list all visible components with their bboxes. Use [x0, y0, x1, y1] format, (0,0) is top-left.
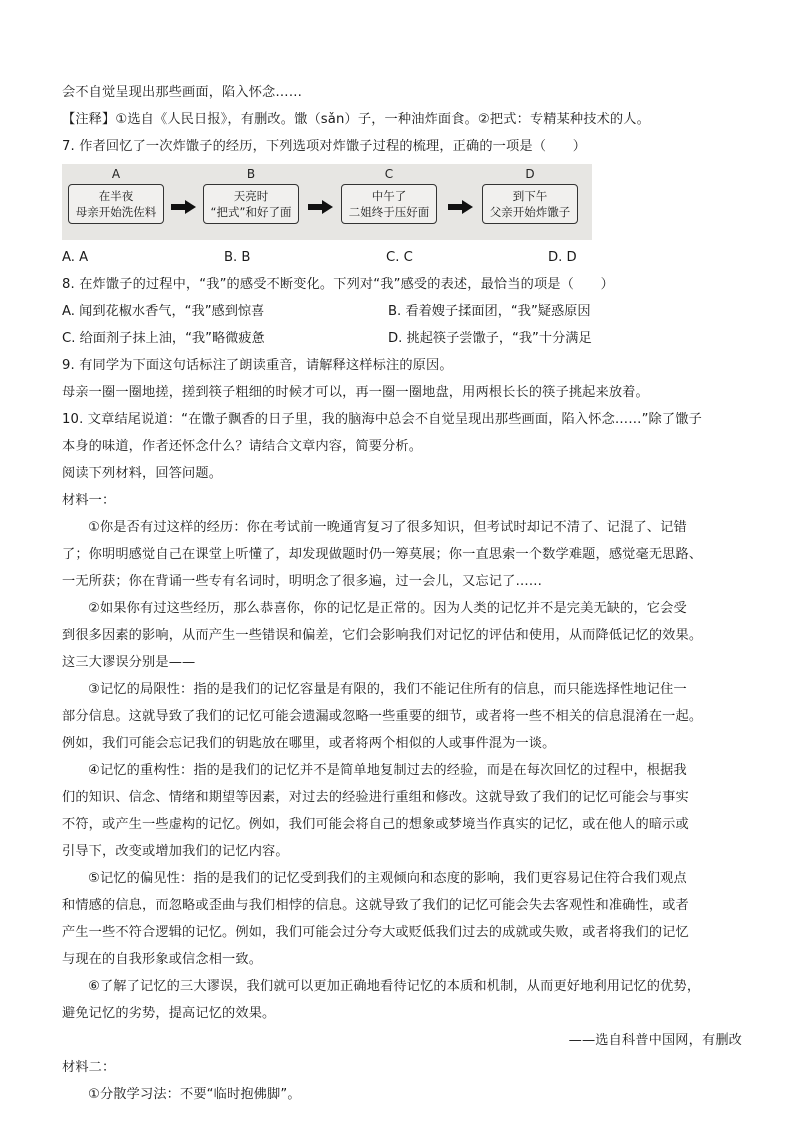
- flow-node-b: [203, 164, 299, 224]
- option-c: C. C: [386, 250, 413, 265]
- material-1-line: 这三大谬误分别是——: [62, 655, 196, 670]
- option-d: D. 挑起筷子尝馓子，“我”十分满足: [388, 331, 592, 346]
- material-1-line: 到很多因素的影响，从而产生一些错误和偏差，它们会影响我们对记忆的评估和使用，从而降低记忆的效果。: [62, 628, 703, 643]
- flow-node-line1: 到下午: [512, 189, 548, 203]
- option-a: A. 闻到花椒水香气，“我”感到惊喜: [62, 304, 265, 319]
- flow-arrow-icon: [171, 200, 197, 214]
- flow-node-letter: B: [246, 167, 256, 181]
- reading-instruction: 阅读下列材料，回答问题。: [62, 466, 223, 481]
- flow-arrow-icon: [448, 200, 474, 214]
- flow-node-line2: 父亲开始炸馓子: [489, 205, 571, 219]
- question-8-options-row-1: [62, 298, 742, 325]
- question-10-line-1: 10. 文章结尾说道：“在馓子飘香的日子里，我的脑海中总会不自觉呈现出那些画面，陷入怀念……”除了馓子: [62, 412, 702, 427]
- material-1-line: 和情感的信息，而忽略或歪曲与我们相悖的信息。这就导致了我们的记忆可能会失去客观性和准确性，或者: [62, 898, 689, 913]
- material-1-body: [62, 514, 742, 1027]
- material-1-source: ——选自科普中国网，有删改: [568, 1033, 742, 1048]
- option-a: A. A: [62, 250, 89, 265]
- flow-node-box: [203, 184, 299, 224]
- question-8-options-row-2: [62, 325, 742, 352]
- flow-node-line1: 中午了: [371, 189, 407, 203]
- material-1-heading: 材料一：: [62, 493, 116, 508]
- material-1-line: 引导下，改变或增加我们的记忆内容。: [62, 844, 289, 859]
- flow-node-line1: 天亮时: [233, 189, 269, 203]
- material-1-line: ③记忆的局限性：指的是我们的记忆容量是有限的，我们不能记住所有的信息，而只能选择性地记住一: [88, 682, 687, 697]
- question-9-quote: 母亲一圈一圈地搓，搓到筷子粗细的时候才可以，再一圈一圈地盘，用两根长长的筷子挑起来放着。: [62, 385, 649, 400]
- question-7-stem: 7. 作者回忆了一次炸馓子的经历，下列选项对炸馓子过程的梳理，正确的一项是（ ）: [62, 139, 587, 154]
- material-1-line: ②如果你有过这些经历，那么恭喜你，你的记忆是正常的。因为人类的记忆并不是完美无缺的，它会受: [88, 601, 687, 616]
- flow-node-letter: A: [111, 167, 121, 181]
- flow-node-letter: C: [384, 167, 394, 181]
- material-1-line: 们的知识、信念、情绪和期望等因素，对过去的经验进行重组和修改。这就导致了我们的记忆可能会与事实: [62, 790, 689, 805]
- question-8-stem: 8. 在炸馓子的过程中，“我”的感受不断变化。下列对“我”感受的表述，最恰当的项是（ ）: [62, 277, 614, 292]
- process-flow-diagram: [62, 164, 592, 240]
- material-1-line: 部分信息。这就导致了我们的记忆可能会遗漏或忽略一些重要的细节，或者将一些不相关的信息混淆在一起。: [62, 709, 703, 724]
- flow-arrow-icon: [308, 200, 334, 214]
- question-7-options: [62, 244, 742, 271]
- material-1-line: ④记忆的重构性：指的是我们的记忆并不是简单地复制过去的经验，而是在每次回忆的过程中，根据我: [88, 763, 687, 778]
- intro-line: 会不自觉呈现出那些画面，陷入怀念……: [62, 85, 303, 100]
- material-1-line: ⑥了解了记忆的三大谬误，我们就可以更加正确地看待记忆的本质和机制，从而更好地利用记忆的优势，: [88, 979, 701, 994]
- material-1-line: 了；你明明感觉自己在课堂上听懂了，却发现做题时仍一筹莫展；你一直思索一个数学难题，感觉毫无思路、: [62, 547, 703, 562]
- option-c: C. 给面剂子抹上油，“我”略微疲惫: [62, 331, 265, 346]
- material-1-line: 不符，或产生一些虚构的记忆。例如，我们可能会将自己的想象或梦境当作真实的记忆，或在他人的暗示或: [62, 817, 689, 832]
- question-9-stem: 9. 有同学为下面这句话标注了朗读重音，请解释这样标注的原因。: [62, 358, 453, 373]
- material-1-line: 与现在的自我形象或信念相一致。: [62, 952, 263, 967]
- option-d: D. D: [548, 250, 577, 265]
- flow-node-box: [341, 184, 437, 224]
- material-1-line: 一无所获；你在背诵一些专有名词时，明明念了很多遍，过一会儿，又忘记了……: [62, 574, 543, 589]
- material-1-line: ①你是否有过这样的经历：你在考试前一晚通宵复习了很多知识，但考试时却记不清了、记混了、记错: [88, 520, 687, 535]
- flow-node-line2: 母亲开始洗佐料: [75, 205, 157, 219]
- flow-node-d: [482, 164, 578, 224]
- flow-node-line1: 在半夜: [98, 189, 134, 203]
- option-b: B. B: [224, 250, 251, 265]
- exam-page: [62, 79, 742, 1108]
- flow-node-box: [482, 184, 578, 224]
- flow-node-a: [68, 164, 164, 224]
- flow-node-box: [68, 184, 164, 224]
- flow-node-line2: 二姐终于压好面: [348, 205, 430, 219]
- material-2-first-line: ①分散学习法：不要“临时抱佛脚”。: [88, 1087, 301, 1102]
- material-1-line: 产生一些不符合逻辑的记忆。例如，我们可能会过分夸大或贬低我们过去的成就或失败，或者将我们的记忆: [62, 925, 689, 940]
- material-2-heading: 材料二：: [62, 1060, 116, 1075]
- question-10-line-2: 本身的味道，作者还怀念什么？请结合文章内容，简要分析。: [62, 439, 423, 454]
- material-1-line: 避免记忆的劣势，提高记忆的效果。: [62, 1006, 276, 1021]
- flow-node-letter: D: [525, 167, 535, 181]
- option-b: B. 看着嫂子揉面团，“我”疑惑原因: [388, 304, 591, 319]
- flow-node-c: [341, 164, 437, 224]
- annotation-note: 【注释】①选自《人民日报》，有删改。馓（sǎn）子，一种油炸面食。②把式：专精某种技术的人。: [62, 112, 650, 127]
- material-1-line: ⑤记忆的偏见性：指的是我们的记忆受到我们的主观倾向和态度的影响，我们更容易记住符合我们观点: [88, 871, 687, 886]
- flow-node-line2: “把式”和好了面: [210, 205, 292, 219]
- material-1-line: 例如，我们可能会忘记我们的钥匙放在哪里，或者将两个相似的人或事件混为一谈。: [62, 736, 556, 751]
